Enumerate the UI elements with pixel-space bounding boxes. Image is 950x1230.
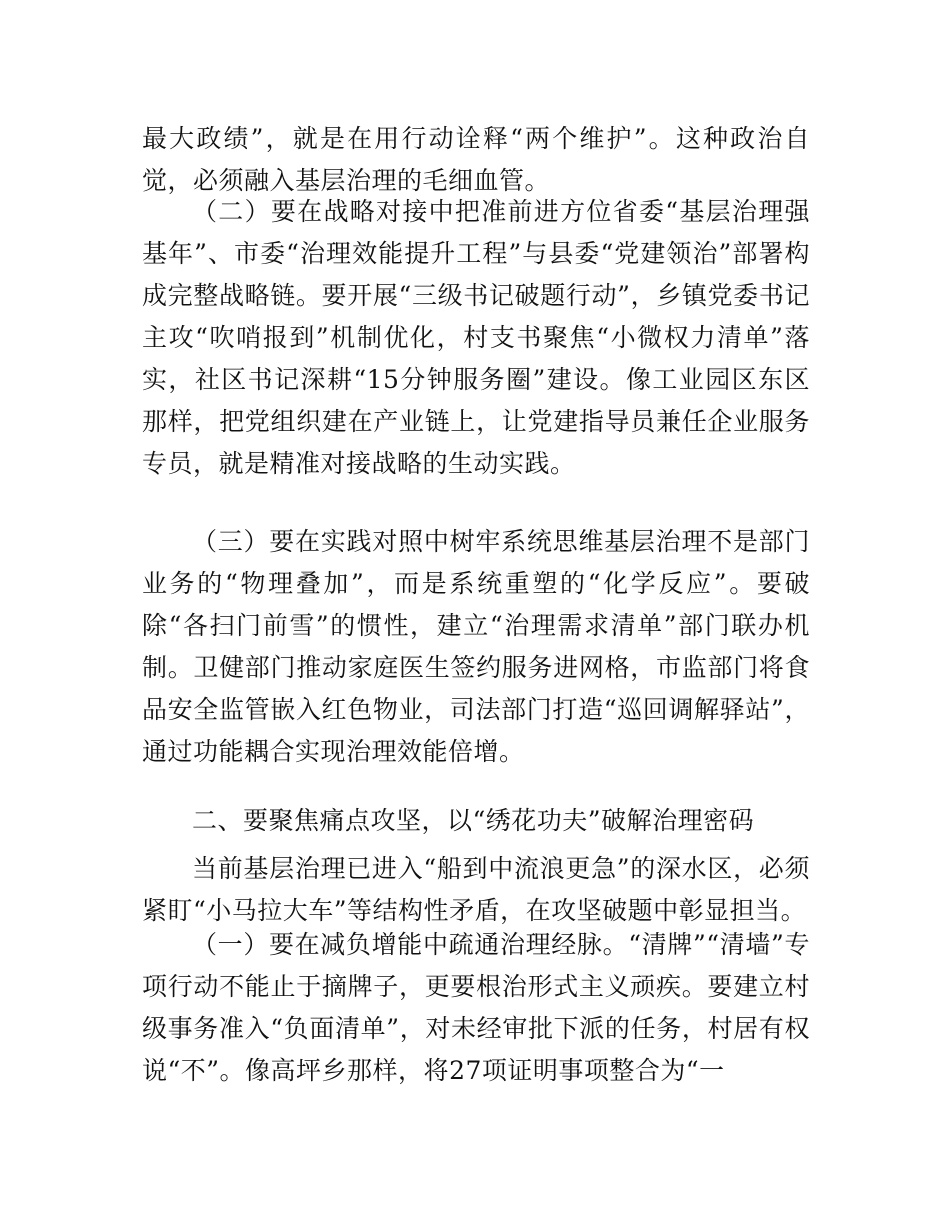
section-heading-2: 二、要聚焦痛点攻坚，以“绣花功夫”破解治理密码 xyxy=(192,806,755,835)
paragraph-continuation: 最大政绩”，就是在用行动诠释“两个维护”。这种政治自觉，必须融入基层治理的毛细血管。 xyxy=(142,124,810,195)
paragraph-section-3: （三）要在实践对照中树牢系统思维基层治理不是部门业务的“物理叠加”，而是系统重塑的“化学反应”。要破除“各扫门前雪”的惯性，建立“治理需求清单”部门联办机制。卫健部门推动家庭医生签约服务进网格，市监部门将食品安全监管嵌入红色物业，司法部门打造“巡回调解驿站”，通过功能耦合实现治理效能倍增。 xyxy=(142,527,811,766)
paragraph-subsection-1: （一）要在减负增能中疏通治理经脉。“清牌”“清墙”专项行动不能止于摘牌子，更要根治形式主义顽疾。要建立村级事务准入“负面清单”，对未经审批下派的任务，村居有权说“不”。像高坪乡那样，将27项证明事项整合为“一 xyxy=(142,930,811,1085)
paragraph-intro: 当前基层治理已进入“船到中流浪更急”的深水区，必须紧盯“小马拉大车”等结构性矛盾，在攻坚破题中彰显担当。 xyxy=(142,854,810,925)
paragraph-section-2: （二）要在战略对接中把准前进方位省委“基层治理强基年”、市委“治理效能提升工程”与县委“党建领治”部署构成完整战略链。要开展“三级书记破题行动”，乡镇党委书记主攻“吹哨报到”机制优化，村支书聚焦“小微权力清单”落实，社区书记深耕“15分钟服务圈”建设。像工业园区东区那样，把党组织建在产业链上，让党建指导员兼任企业服务专员，就是精准对接战略的生动实践。 xyxy=(142,197,810,478)
